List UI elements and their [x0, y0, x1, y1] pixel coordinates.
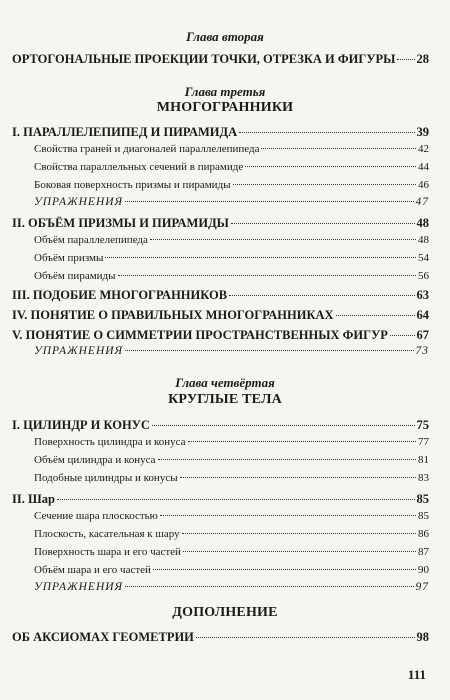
leader-dots [105, 257, 416, 258]
entry-label: ОРТОГОНАЛЬНЫЕ ПРОЕКЦИИ ТОЧКИ, ОТРЕЗКА И ФИГУРЫ [12, 52, 396, 66]
leader-dots [125, 201, 413, 202]
entry-page: 46 [418, 179, 429, 191]
entry-label: I. ЦИЛИНДР И КОНУС [12, 418, 150, 432]
entry-page: 85 [418, 510, 429, 522]
toc-entry-regular-polyhedra [12, 308, 429, 323]
toc-entry-lateral [34, 179, 429, 191]
entry-label: Свойства граней и диагоналей параллелепипеда [34, 143, 260, 155]
entry-label: ОБ АКСИОМАХ ГЕОМЕТРИИ [12, 630, 194, 644]
chapter-4-title: Глава четвёртая [175, 375, 275, 390]
entry-label: Сечение шара плоскостью [34, 510, 158, 522]
entry-page: 63 [416, 288, 429, 302]
entry-label: Свойства параллельных сечений в пирамиде [34, 161, 244, 173]
entry-page: 56 [418, 270, 429, 282]
entry-label: III. ПОДОБИЕ МНОГОГРАННИКОВ [12, 288, 228, 302]
entry-label: IV. ПОНЯТИЕ О ПРАВИЛЬНЫХ МНОГОГРАННИКАХ [12, 308, 334, 322]
leader-dots [125, 350, 413, 351]
toc-entry-sphere-section [34, 510, 429, 522]
entry-page: 85 [416, 492, 429, 506]
toc-entry-volume-of-prism [34, 252, 429, 264]
entry-page: 97 [415, 581, 429, 593]
toc-entry-cylinder-volume [34, 454, 429, 466]
entry-label: Поверхность цилиндра и конуса [34, 436, 186, 448]
toc-entry-sphere-volume [34, 564, 429, 576]
entry-label: I. ПАРАЛЛЕЛЕПИПЕД И ПИРАМИДА [12, 125, 238, 139]
toc-entry-axioms [12, 630, 429, 645]
leader-dots [150, 239, 416, 240]
leader-dots [261, 148, 416, 149]
toc-entry-similar-cylinders [34, 472, 429, 484]
chapter-3-section: МНОГОГРАННИКИ [156, 100, 294, 115]
toc-entry-volume-parallelepiped [34, 234, 429, 246]
entry-page: 77 [418, 436, 429, 448]
entry-label: Поверхность шара и его частей [34, 546, 181, 558]
toc-entry-volume-prism [12, 216, 429, 231]
leader-dots [196, 637, 415, 638]
entry-page: 48 [418, 234, 429, 246]
entry-page: 64 [416, 308, 429, 322]
entry-label: Боковая поверхность призмы и пирамиды [34, 179, 231, 191]
chapter-4-section: КРУГЛЫЕ ТЕЛА [168, 392, 282, 407]
entry-page: 87 [418, 546, 429, 558]
toc-entry-exercises-2 [34, 345, 429, 357]
entry-label: Подобные цилиндры и конусы [34, 472, 178, 484]
entry-page: 90 [418, 564, 429, 576]
toc-entry-symmetry [12, 328, 429, 343]
leader-dots [158, 459, 416, 460]
entry-page: 86 [418, 528, 429, 540]
toc-entry-volume-pyramid [34, 270, 429, 282]
entry-label: УПРАЖНЕНИЯ [34, 345, 124, 357]
chapter-2-title: Глава вторая [186, 29, 264, 44]
entry-label: Объём параллелепипеда [34, 234, 148, 246]
entry-label: Плоскость, касательная к шару [34, 528, 180, 540]
entry-page: 28 [416, 52, 429, 66]
entry-page: 48 [416, 216, 429, 230]
entry-label: УПРАЖНЕНИЯ [34, 196, 124, 208]
leader-dots [245, 166, 416, 167]
leader-dots [229, 295, 414, 296]
entry-page: 98 [416, 630, 429, 644]
leader-dots [152, 425, 415, 426]
entry-label: Объём призмы [34, 252, 104, 264]
toc-entry-sphere [12, 492, 429, 507]
toc-entry-similarity [12, 288, 429, 303]
entry-label: II. Шар [12, 492, 55, 506]
leader-dots [182, 533, 416, 534]
leader-dots [160, 515, 416, 516]
entry-page: 39 [416, 125, 429, 139]
entry-page: 47 [415, 196, 429, 208]
toc-entry-cylinder [12, 418, 429, 433]
leader-dots [118, 275, 416, 276]
page-number: 111 [407, 667, 426, 682]
leader-dots [231, 223, 415, 224]
leader-dots [180, 477, 416, 478]
toc-entry-cylinder-surface [34, 436, 429, 448]
toc-entry-sphere-surface [34, 546, 429, 558]
entry-page: 44 [418, 161, 429, 173]
entry-label: Объём цилиндра и конуса [34, 454, 156, 466]
entry-label: Объём шара и его частей [34, 564, 151, 576]
leader-dots [183, 551, 416, 552]
entry-page: 73 [415, 345, 429, 357]
entry-label: II. ОБЪЁМ ПРИЗМЫ И ПИРАМИДЫ [12, 216, 229, 230]
entry-label: Объём пирамиды [34, 270, 116, 282]
leader-dots [57, 499, 415, 500]
entry-label: УПРАЖНЕНИЯ [34, 581, 124, 593]
leader-dots [336, 315, 415, 316]
toc-entry-parallelepiped [12, 125, 429, 140]
entry-label: V. ПОНЯТИЕ О СИММЕТРИИ ПРОСТРАНСТВЕННЫХ ФИГУР [12, 328, 388, 342]
entry-page: 81 [418, 454, 429, 466]
leader-dots [188, 441, 416, 442]
leader-dots [233, 184, 416, 185]
leader-dots [390, 335, 415, 336]
leader-dots [397, 59, 414, 60]
entry-page: 42 [418, 143, 429, 155]
entry-page: 67 [416, 328, 429, 342]
appendix-section: ДОПОЛНЕНИЕ [172, 605, 278, 620]
toc-entry-sections [34, 161, 429, 173]
leader-dots [125, 586, 413, 587]
entry-page: 54 [418, 252, 429, 264]
entry-page: 75 [416, 418, 429, 432]
toc-entry-tangent-plane [34, 528, 429, 540]
chapter-3-title: Глава третья [184, 84, 266, 99]
toc-entry-faces [34, 143, 429, 155]
toc-entry-orthogonal [12, 52, 429, 67]
entry-page: 83 [418, 472, 429, 484]
leader-dots [153, 569, 416, 570]
leader-dots [239, 132, 414, 133]
toc-entry-exercises-1 [34, 196, 429, 208]
toc-entry-exercises-3 [34, 581, 429, 593]
